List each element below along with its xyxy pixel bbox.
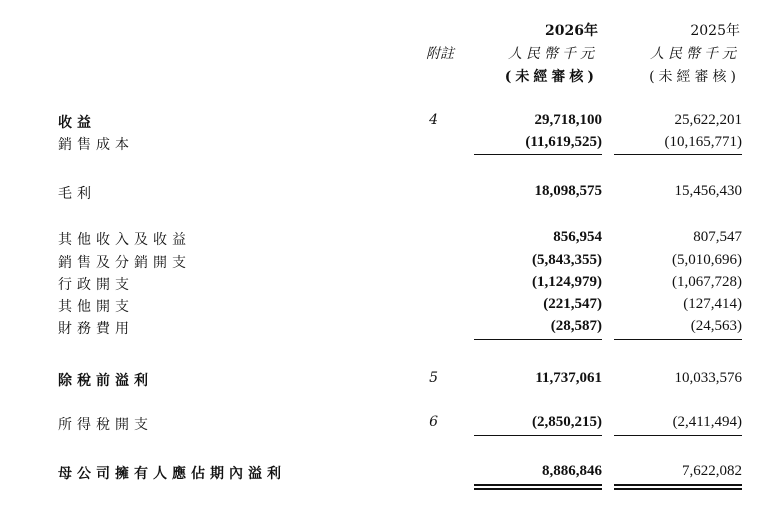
prior-unit-header: 人民幣千元 [650, 46, 740, 62]
row-label: 毛利 [58, 186, 96, 202]
table-row [0, 112, 776, 134]
table-row [0, 463, 776, 485]
row-prior-value: (1,067,728) [672, 274, 742, 290]
row-prior-value: (127,414) [683, 296, 742, 312]
row-current-value: 856,954 [553, 229, 602, 245]
row-current-value: (28,587) [550, 318, 602, 334]
row-label: 銷售成本 [58, 137, 134, 153]
row-label: 其他開支 [58, 299, 134, 315]
row-current-value: 11,737,061 [535, 370, 602, 386]
row-label: 所得稅開支 [58, 417, 153, 433]
total-double-rule [474, 488, 602, 490]
prior-year-header: 2025年 [690, 23, 740, 39]
row-prior-value: 10,033,576 [674, 370, 742, 386]
row-prior-value: 15,456,430 [674, 183, 742, 199]
subtotal-rule [614, 339, 742, 340]
row-label: 財務費用 [58, 321, 134, 337]
table-row [0, 274, 776, 296]
subtotal-rule [474, 154, 602, 155]
prior-audit-header: (未經審核) [649, 69, 740, 85]
table-row [0, 134, 776, 156]
table-row [0, 414, 776, 436]
table-row [0, 183, 776, 205]
current-audit-header: (未經審核) [504, 69, 598, 85]
current-unit-header: 人民幣千元 [508, 46, 598, 62]
row-prior-value: 7,622,082 [682, 463, 742, 479]
row-label: 其他收入及收益 [58, 232, 191, 248]
table-row [0, 318, 776, 340]
row-prior-value: (5,010,696) [672, 252, 742, 268]
current-year-header: 2026年 [545, 23, 598, 39]
total-double-rule [614, 488, 742, 490]
row-current-value: 18,098,575 [534, 183, 602, 199]
row-note: 5 [429, 370, 438, 386]
row-current-value: (11,619,525) [525, 134, 602, 150]
row-prior-value: (10,165,771) [664, 134, 742, 150]
table-row [0, 229, 776, 251]
row-label: 銷售及分銷開支 [58, 255, 191, 271]
row-current-value: 29,718,100 [534, 112, 602, 128]
row-label: 行政開支 [58, 277, 134, 293]
row-note: 4 [429, 112, 438, 128]
table-row [0, 296, 776, 318]
subtotal-rule [474, 435, 602, 436]
row-current-value: (221,547) [543, 296, 602, 312]
subtotal-rule [614, 154, 742, 155]
table-row [0, 252, 776, 274]
row-current-value: (2,850,215) [532, 414, 602, 430]
table-row [0, 370, 776, 392]
row-current-value: 8,886,846 [542, 463, 602, 479]
row-current-value: (1,124,979) [532, 274, 602, 290]
row-label: 除稅前溢利 [58, 373, 153, 389]
row-prior-value: 807,547 [693, 229, 742, 245]
row-label: 收益 [58, 115, 96, 131]
total-double-rule [614, 484, 742, 486]
row-prior-value: 25,622,201 [674, 112, 742, 128]
subtotal-rule [614, 435, 742, 436]
row-prior-value: (24,563) [690, 318, 742, 334]
row-prior-value: (2,411,494) [672, 414, 742, 430]
row-current-value: (5,843,355) [532, 252, 602, 268]
note-column-header: 附註 [426, 46, 454, 62]
row-note: 6 [429, 414, 438, 430]
subtotal-rule [474, 339, 602, 340]
total-double-rule [474, 484, 602, 486]
row-label: 母公司擁有人應佔期內溢利 [58, 466, 286, 482]
